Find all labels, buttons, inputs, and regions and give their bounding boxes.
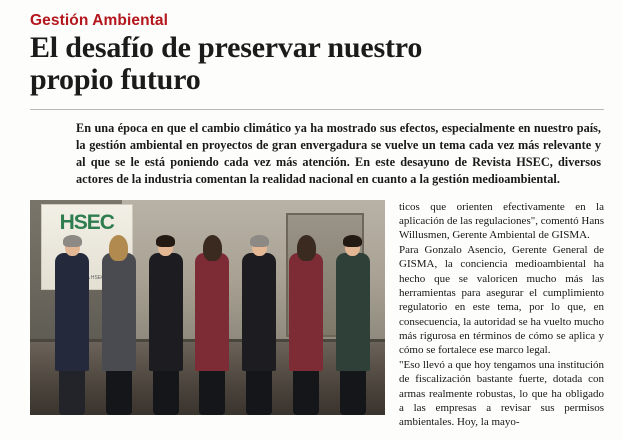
person-hair bbox=[109, 235, 128, 261]
person-head bbox=[205, 238, 220, 256]
page-title bbox=[30, 32, 604, 97]
person-body bbox=[242, 253, 276, 371]
body-paragraph-3: "Eso llevó a que hoy tengamos una institución de fiscalización bastante fuerte, dotada con armas realmente robustas, lo que ha obligado a las empresas a revisar sus permisos ambientales. Hoy, la mayo- bbox=[399, 358, 604, 429]
person-3 bbox=[146, 238, 186, 415]
person-body bbox=[55, 253, 89, 371]
person-hair bbox=[250, 235, 269, 247]
person-body bbox=[149, 253, 183, 371]
person-2 bbox=[99, 238, 139, 415]
article-standfirst: En una época en que el cambio climático ya ha mostrado sus efectos, especialmente en nuestro país, la gestión ambiental en proyectos de gran envergadura se vuelve un tema cada vez más relevante y al que se le está poniendo cada vez más atención. En este desayuno de Revista HSEC, diversos actores de la industria comentan la realidad nacional en cuanto a la gestión medioambiental. bbox=[76, 120, 601, 186]
person-hair bbox=[156, 235, 175, 247]
person-hair bbox=[63, 235, 82, 247]
header-divider bbox=[30, 109, 604, 110]
people-group bbox=[30, 238, 385, 414]
person-legs bbox=[199, 371, 225, 415]
headline-line-1: El desafío de preservar nuestro bbox=[30, 31, 423, 64]
person-head bbox=[158, 238, 173, 256]
group-photo bbox=[30, 200, 385, 415]
person-head bbox=[252, 238, 267, 256]
person-legs bbox=[340, 371, 366, 415]
person-legs bbox=[106, 371, 132, 415]
person-6 bbox=[286, 238, 326, 415]
person-body bbox=[102, 253, 136, 371]
article-kicker: Gestión Ambiental bbox=[30, 12, 169, 29]
person-legs bbox=[293, 371, 319, 415]
person-4 bbox=[192, 238, 232, 415]
person-legs bbox=[153, 371, 179, 415]
body-paragraph-1: ticos que orienten efectivamente en la aplicación de las regulaciones", comentó Hans Willusmen, Gerente Ambiental de GISMA. bbox=[399, 200, 604, 242]
hsec-logo: HSEC bbox=[59, 210, 114, 234]
person-legs bbox=[246, 371, 272, 415]
person-hair bbox=[203, 235, 222, 261]
headline-line-2: propio futuro bbox=[30, 63, 201, 97]
person-5 bbox=[239, 238, 279, 415]
person-1 bbox=[52, 238, 92, 415]
person-hair bbox=[297, 235, 316, 261]
person-body bbox=[336, 253, 370, 371]
person-legs bbox=[59, 371, 85, 415]
article-body-area bbox=[30, 200, 604, 430]
person-head bbox=[299, 238, 314, 256]
person-hair bbox=[343, 235, 362, 247]
body-paragraph-2: Para Gonzalo Asencio, Gerente General de GISMA, la conciencia medioambiental ha hecho que se valoricen mucho más las herramientas para asegurar el cumplimiento regulatorio en este tema, por lo que, en consecuencia, la autoridad se ha vuelto mucho más rigurosa en términos de cómo se aplica y cómo se fortalece ese marco legal. bbox=[399, 244, 604, 357]
person-7 bbox=[333, 238, 373, 415]
person-head bbox=[65, 238, 80, 256]
article-text-column bbox=[399, 200, 604, 430]
person-head bbox=[345, 238, 360, 256]
person-head bbox=[111, 238, 126, 256]
person-body bbox=[289, 253, 323, 371]
hsec-banner-subtitle: HSEC bbox=[90, 274, 105, 281]
person-body bbox=[195, 253, 229, 371]
article-photo-wrap bbox=[30, 200, 385, 430]
